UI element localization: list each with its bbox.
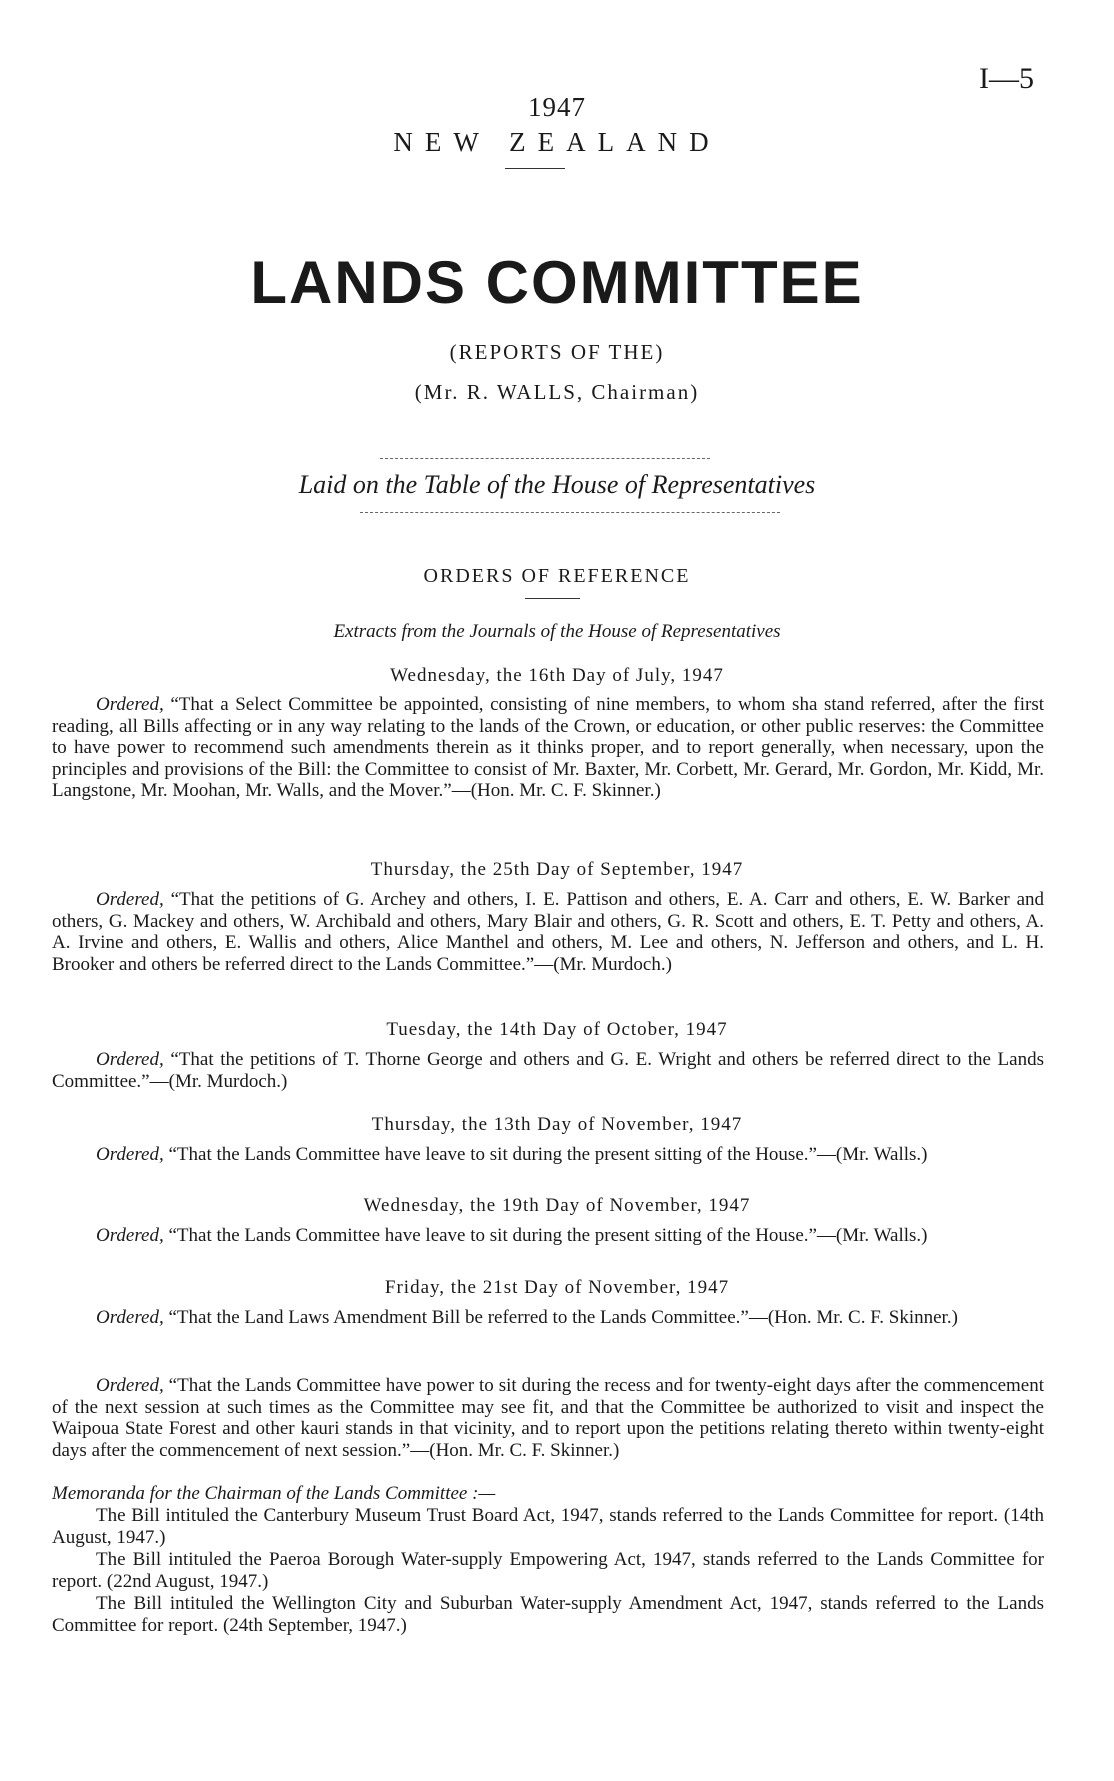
divider (360, 512, 780, 513)
order-paragraph (52, 1144, 1044, 1166)
order-paragraph (52, 889, 1044, 975)
order-text: “That the Lands Committee have leave to sit during the present sitting of the House.”—(Mr. Walls.) (168, 1144, 928, 1165)
date-heading: Wednesday, the 19th Day of November, 1947 (363, 1195, 751, 1216)
ordered-label: Ordered, (96, 1144, 164, 1165)
laid-on-table: Laid on the Table of the House of Representatives (298, 470, 816, 499)
date-heading: Thursday, the 13th Day of November, 1947 (371, 1114, 743, 1135)
date-heading: Thursday, the 25th Day of September, 1947 (370, 859, 744, 880)
extracts-line: Extracts from the Journals of the House of Representatives (333, 621, 781, 642)
order-paragraph (52, 1225, 1044, 1247)
ordered-label: Ordered, (96, 1307, 164, 1328)
divider (380, 458, 710, 459)
ordered-label: Ordered, (96, 889, 164, 910)
order-text: “That the petitions of T. Thorne George and others and G. E. Wright and others be referred direct to the Lands Committee.”—(Mr. Murdoch.) (52, 1049, 1044, 1092)
divider (505, 168, 565, 169)
chairman-line: (Mr. R. WALLS, Chairman) (414, 380, 700, 404)
order-paragraph (52, 1307, 1044, 1329)
order-text: “That the Lands Committee have power to sit during the recess and for twenty-eight days after the commencement of the next session at such times as the Committee may see fit, and that the Committee be authorized to visit and inspect the Waipoua State Forest and other kauri stands in that vicinity, and to report upon the petitions relating thereto within twenty-eight days after the commencement of next session.”—(Hon. Mr. C. F. Skinner.) (52, 1375, 1045, 1461)
memorandum-item: The Bill intituled the Canterbury Museum Trust Board Act, 1947, stands referred to the Lands Committee for report. (14th August, 1947.) (52, 1505, 1044, 1548)
memorandum-item: The Bill intituled the Wellington City and Suburban Water-supply Amendment Act, 1947, stands referred to the Lands Committee for report. (24th September, 1947.) (52, 1593, 1044, 1636)
memoranda-heading: Memoranda for the Chairman of the Lands Committee :— (52, 1483, 496, 1504)
order-text: “That the petitions of G. Archey and others, I. E. Pattison and others, E. A. Carr and others, E. W. Barker and others, G. Mackey and others, W. Archibald and others, Mary Blair and others, G. R. Scott and others, E. T. Petty and others, A. A. Irvine and others, E. Wallis and others, Alice Manthel and others, M. Lee and others, N. Jefferson and others, and L. H. Brooker and others be referred direct to the Lands Committee.”—(Mr. Murdoch.) (52, 889, 1045, 975)
page-reference: I—5 (979, 62, 1034, 95)
ordered-label: Ordered, (96, 1049, 164, 1070)
order-paragraph (52, 1049, 1044, 1092)
year: 1947 (528, 92, 586, 122)
country: NEW ZEALAND (393, 127, 721, 157)
order-paragraph (52, 1375, 1044, 1461)
section-heading: ORDERS OF REFERENCE (423, 565, 691, 587)
subtitle: (REPORTS OF THE) (449, 340, 665, 364)
order-text: “That the Lands Committee have leave to sit during the present sitting of the House.”—(Mr. Walls.) (168, 1225, 928, 1246)
order-paragraph (52, 694, 1044, 802)
ordered-label: Ordered, (96, 1225, 164, 1246)
ordered-label: Ordered, (96, 1375, 164, 1396)
order-text: “That a Select Committee be appointed, consisting of nine members, to whom sha stand referred, after the first reading, all Bills affecting or in any way relating to the lands of the Crown, or education, or other public reserves: the Committee to have power to recommend such amendments therein as it thinks proper, and to report generally, when necessary, upon the principles and provisions of the Bill: the Committee to consist of Mr. Baxter, Mr. Corbett, Mr. Gerard, Mr. Gordon, Mr. Kidd, Mr. Langstone, Mr. Moohan, Mr. Walls, and the Mover.”—(Hon. Mr. C. F. Skinner.) (52, 694, 1044, 802)
date-heading: Tuesday, the 14th Day of October, 1947 (386, 1019, 728, 1040)
document-title: LANDS COMMITTEE (250, 249, 864, 316)
date-heading: Wednesday, the 16th Day of July, 1947 (390, 665, 724, 686)
ordered-label: Ordered, (96, 694, 164, 715)
divider (525, 598, 580, 599)
memorandum-item: The Bill intituled the Paeroa Borough Water-supply Empowering Act, 1947, stands referred to the Lands Committee for report. (22nd August, 1947.) (52, 1549, 1044, 1592)
order-text: “That the Land Laws Amendment Bill be referred to the Lands Committee.”—(Hon. Mr. C. F. Skinner.) (168, 1307, 958, 1328)
date-heading: Friday, the 21st Day of November, 1947 (384, 1277, 730, 1298)
